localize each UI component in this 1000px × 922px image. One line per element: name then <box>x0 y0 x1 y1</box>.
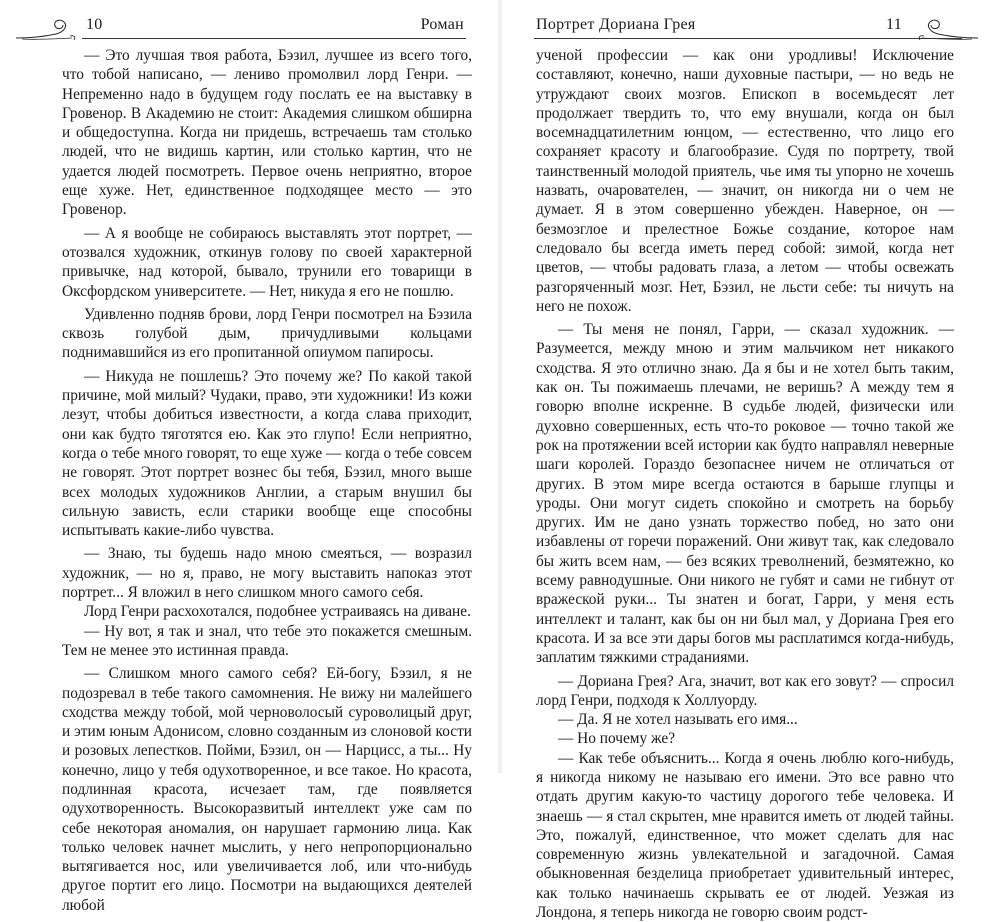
paragraph: — Но почему же? <box>558 730 676 748</box>
left-page-number: 10 <box>86 16 103 33</box>
right-flourish-ornament-icon <box>912 14 982 46</box>
paragraph: — Да. Я не хотел называть его имя... <box>558 711 798 729</box>
paragraph: — Никуда не пошлешь? Это почему же? По какой такой причине, мой милый? Чудаки, право, эти художники! Из кожи лезут, чтобы добиться известности, а когда слава приходит, они как будто тяготятся ею. Как это глупо! Если неприятно, когда о тебе много говорят, то еще хуже — когда о тебе совсем не говорят. Этот портрет вознес бы тебя, Бэзил, много выше всех молодых художников Англии, а старым внушил бы сильную зависть, если старики вообще еще способны испытывать какие-либо чувства. <box>62 367 472 540</box>
left-page <box>0 0 500 914</box>
right-running-head: Портрет Дориана Грея <box>536 16 696 33</box>
paragraph: — Дориана Грея? Ага, значит, вот как его зовут? — спросил лорд Генри, подходя к Холлуорду. <box>536 672 954 709</box>
left-flourish-ornament-icon <box>12 14 82 46</box>
left-body-text <box>62 46 472 915</box>
left-page-header <box>46 14 466 44</box>
paragraph: — А я вообще не собираюсь выставлять этот портрет, — отозвался художник, откинув голову по своей характерной привычке, над которой, бывало, трунили его товарищи в Оксфордском университете. — Нет, никуда я его не пошлю. <box>62 224 472 300</box>
paragraph: — Ты меня не понял, Гарри, — сказал художник. — Разумеется, между мною и этим мальчиком нет никакого сходства. Я это отлично знаю. Да я бы и не хотел быть таким, как он. Ты пожимаешь плечами, не веришь? А между тем я говорю вполне искренне. В судьбе людей, физически или духовно совершенных, есть что-то роковое — точно такой же рок на протяжении всей истории как будто направлял неверные шаги королей. Гораздо безопаснее ничем не отличаться от других. В этом мире всегда остаются в барыше глупцы и уроды. Они могут сидеть спокойно и смотреть на борьбу других. Им не дано узнать торжество побед, но зато они избавлены от горечи поражений. Они живут так, как следовало бы жить всем нам, — без всяких треволнений, безмятежно, ко всему равнодушные. Они никого не губят и сами не гибнут от вражеской руки... Ты знатен и богат, Гарри, у меня есть интеллект и талант, как бы он ни был мал, у Дориана Грея его красота. И за все эти дары богов мы расплатимся когда-нибудь, заплатим тяжкими страданиями. <box>536 321 954 667</box>
right-page <box>500 0 1000 922</box>
paragraph: Лорд Генри расхохотался, подобнее устраиваясь на диване. <box>84 603 471 621</box>
left-running-head: Роман <box>420 16 464 33</box>
right-body-text <box>536 46 954 922</box>
left-header-rule <box>82 38 466 39</box>
paragraph: Удивленно подняв брови, лорд Генри посмотрел на Бэзила сквозь голубой дым, причудливыми кольцами поднимавшийся из его пропитанной опиумом папиросы. <box>62 305 472 362</box>
paragraph: — Это лучшая твоя работа, Бэзил, лучшее из всего того, что тобой написано, — лениво промолвил лорд Генри. — Непременно надо в будущем году послать ее на выставку в Гровенор. В Академию не стоит: Академия слишком обширна и общедоступна. Когда ни придешь, встречаешь там столько людей, что не видишь картин, или столько картин, что не удается людей посмотреть. Первое очень неприятно, второе еще хуже. Нет, единственное подходящее место — это Гровенор. <box>62 47 472 219</box>
paragraph: — Знаю, ты будешь надо мною смеяться, — возразил художник, — но я, право, не могу выставить напоказ этот портрет... Я вложил в него слишком много самого себя. <box>62 545 472 602</box>
paragraph: ученой профессии — как они уродливы! Исключение составляют, конечно, наши духовные пастыри, — но ведь не утруждают своих мозгов. Епископ в восемьдесят лет продолжает твердить то, что ему внушали, когда он был восемнадцатилетним юнцом, — естественно, что лицо его сохраняет красоту и благообразие. Судя по портрету, твой таинственный молодой приятель, чье имя ты упорно не хочешь назвать, очарователен, — значит, он никогда ни о чем не думает. Я в этом совершенно убежден. Наверное, он — безмозглое и прелестное Божье создание, которое нам следовало бы всегда иметь перед собой: зимой, когда нет цветов, — чтобы радовать глаза, а летом — чтобы освежать разгоряченный мозг. Нет, Бэзил, не льсти себе: ты ничуть на него не похож. <box>536 47 954 315</box>
right-page-header <box>534 14 954 44</box>
right-page-number: 11 <box>886 16 903 33</box>
paragraph: — Слишком много самого себя? Ей-богу, Бэзил, я не подозревал в тебе такого самомнения. Не вижу ни малейшего сходства между тобой, мой черноволосый суроволицый друг, и этим юным Адонисом, словно созданным из слоновой кости и розовых лепестков. Пойми, Бэзил, он — Нарцисс, а ты... Ну конечно, лицо у тебя одухотворенное, и все такое. Но красота, подлинная красота, исчезает там, где появляется одухотворенность. Высокоразвитый интеллект уже сам по себе некоторая аномалия, он нарушает гармонию лица. Как только человек начнет мыслить, у него непропорционально вытягивается нос, или увеличивается лоб, или что-нибудь другое портит его лицо. Посмотри на выдающихся деятелей любой <box>62 665 472 914</box>
right-header-rule <box>534 38 962 39</box>
paragraph: — Ну вот, я так и знал, что тебе это покажется смешным. Тем не менее это истинная правда. <box>62 622 472 659</box>
paragraph: — Как тебе объяснить... Когда я очень люблю кого-нибудь, я никогда никому не называю его имени. Это все равно что отдать другим какую-то частицу дорогого тебе человека. И знаешь — я стал скрытен, мне нравится иметь от людей тайны. Это, пожалуй, единственное, что может сделать для нас современную жизнь увлекательной и загадочной. Самая обыкновенная безделица приобретает удивительный интерес, как только начинаешь скрывать ее от людей. Уезжая из Лондона, я теперь никогда не говорю своим родст- <box>536 749 954 922</box>
